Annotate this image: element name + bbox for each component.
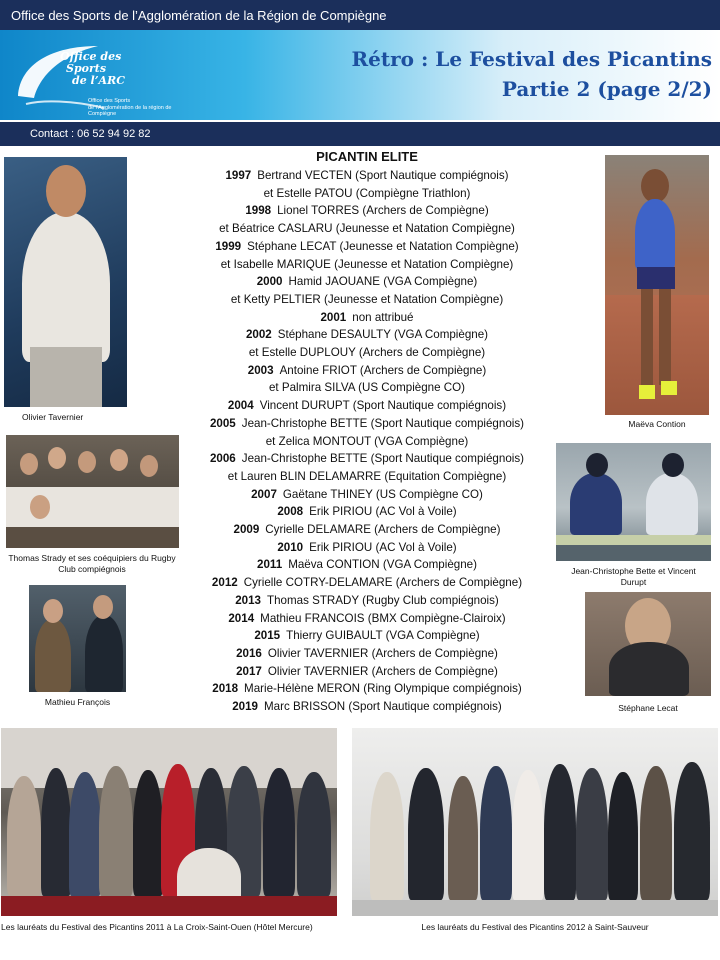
entry-year: 2000 bbox=[256, 275, 283, 289]
entry-text: Jean-Christophe BETTE (Sport Nautique compiégnois) bbox=[241, 416, 525, 430]
caption-laureats-2011: Les lauréats du Festival des Picantins 2011 à La Croix-Saint-Ouen (Hôtel Mercure) bbox=[1, 922, 313, 932]
logo-text: Office des Sports de l’ARC bbox=[60, 50, 125, 87]
entry-text: Cyrielle DELAMARE (Archers de Compiègne) bbox=[265, 523, 501, 537]
entry-text: Hamid JAOUANE (VGA Compiègne) bbox=[288, 275, 478, 289]
entry-text: Gaëtane THINEY (US Compiègne CO) bbox=[282, 487, 483, 501]
laureate-entry bbox=[182, 397, 552, 415]
laureate-entry bbox=[182, 698, 552, 716]
entry-year: 2004 bbox=[227, 399, 254, 413]
laureate-entry bbox=[182, 291, 552, 309]
logo bbox=[12, 38, 192, 116]
laureate-entry bbox=[182, 663, 552, 681]
laureate-entry bbox=[182, 503, 552, 521]
entry-text: et Béatrice CASLARU (Jeunesse et Natation Compiègne) bbox=[219, 222, 515, 236]
entry-year: 1999 bbox=[215, 239, 242, 253]
laureate-entry bbox=[182, 539, 552, 557]
laureate-entry bbox=[182, 362, 552, 380]
laureate-entry bbox=[182, 433, 552, 451]
org-name: Office des Sports de l’Agglomération de la Région de Compiègne bbox=[11, 8, 387, 23]
caption-francois: Mathieu François bbox=[44, 697, 111, 707]
entry-text: Olivier TAVERNIER (Archers de Compiègne) bbox=[267, 646, 498, 660]
laureate-entry bbox=[182, 521, 552, 539]
entry-text: Erik PIRIOU (AC Vol à Voile) bbox=[309, 505, 457, 519]
entry-text: et Estelle PATOU (Compiègne Triathlon) bbox=[263, 186, 471, 200]
entry-text: Lionel TORRES (Archers de Compiègne) bbox=[277, 204, 489, 218]
entry-year: 2008 bbox=[277, 505, 304, 519]
entry-text: Thomas STRADY (Rugby Club compiégnois) bbox=[267, 593, 499, 607]
laureate-entry bbox=[182, 486, 552, 504]
entry-text: et Lauren BLIN DELAMARRE (Equitation Compiègne) bbox=[227, 469, 507, 483]
photo-thomas-strady bbox=[6, 435, 179, 548]
entry-text: Jean-Christophe BETTE (Sport Nautique compiégnois) bbox=[241, 452, 525, 466]
entry-year: 2007 bbox=[251, 487, 277, 501]
entry-text: Stéphane DESAULTY (VGA Compiègne) bbox=[277, 328, 489, 342]
laureate-entry bbox=[182, 610, 552, 628]
entry-year: 1997 bbox=[225, 169, 252, 182]
entry-text: Olivier TAVERNIER (Archers de Compiègne) bbox=[267, 664, 498, 678]
laureate-entry bbox=[182, 326, 552, 344]
entry-text: Maëva CONTION (VGA Compiègne) bbox=[288, 558, 477, 572]
laureate-entry bbox=[182, 238, 552, 256]
photo-mathieu-francois bbox=[29, 585, 126, 692]
photo-stephane-lecat bbox=[585, 592, 711, 696]
entry-year: 2003 bbox=[247, 363, 274, 377]
caption-bette: Jean-Christophe Bette et Vincent Durupt bbox=[571, 566, 696, 587]
entry-text: Erik PIRIOU (AC Vol à Voile) bbox=[309, 540, 457, 554]
laureate-entry bbox=[182, 309, 552, 327]
caption-lecat: Stéphane Lecat bbox=[618, 703, 678, 713]
entry-year: 2002 bbox=[245, 328, 272, 342]
contact-bar bbox=[0, 122, 720, 146]
entry-year: 2005 bbox=[209, 416, 236, 430]
laureate-entry bbox=[182, 415, 552, 433]
caption-contion: Maëva Contion bbox=[628, 419, 686, 429]
laureate-entry bbox=[182, 468, 552, 486]
entry-year: 2014 bbox=[228, 611, 255, 625]
entry-year: 2010 bbox=[277, 540, 304, 554]
laureate-entry bbox=[182, 344, 552, 362]
laureate-entry bbox=[182, 592, 552, 610]
entry-text: Mathieu FRANCOIS (BMX Compiègne-Clairoix) bbox=[260, 611, 506, 625]
laureate-entry bbox=[182, 167, 552, 185]
laureate-entry bbox=[182, 220, 552, 238]
entry-year: 2006 bbox=[209, 452, 236, 466]
laureate-entry bbox=[182, 574, 552, 592]
entry-year: 1998 bbox=[245, 204, 272, 218]
photo-olivier-tavernier bbox=[4, 157, 127, 407]
entry-year: 2001 bbox=[320, 310, 347, 324]
entry-year: 2019 bbox=[232, 700, 259, 714]
laureate-entry bbox=[182, 273, 552, 291]
photo-laureats-2011 bbox=[1, 728, 337, 916]
entry-text: et Ketty PELTIER (Jeunesse et Natation Compiègne) bbox=[230, 292, 504, 306]
photo-bette-durupt bbox=[556, 443, 711, 561]
photo-laureats-2012 bbox=[352, 728, 718, 916]
laureate-entry bbox=[182, 556, 552, 574]
caption-tavernier: Olivier Tavernier bbox=[22, 412, 84, 422]
caption-strady: Thomas Strady et ses coéquipiers du Rugby Club compiégnois bbox=[8, 553, 176, 574]
entry-year: 2009 bbox=[233, 523, 260, 537]
laureate-entry bbox=[182, 256, 552, 274]
entry-text: non attribué bbox=[352, 310, 414, 324]
contact-phone: Contact : 06 52 94 92 82 bbox=[30, 128, 151, 140]
logo-subtitle: Office des Sports de l’Agglomération de la région de Compiègne bbox=[88, 98, 172, 117]
entry-year: 2018 bbox=[212, 682, 239, 696]
section-heading: PICANTIN ELITE bbox=[316, 149, 418, 164]
entry-text: et Estelle DUPLOUY (Archers de Compiègne) bbox=[248, 346, 486, 360]
entry-text: Marc BRISSON (Sport Nautique compiégnois) bbox=[264, 700, 502, 714]
entry-year: 2016 bbox=[236, 646, 262, 660]
entry-text: Thierry GUIBAULT (VGA Compiègne) bbox=[286, 629, 480, 643]
entry-text: et Zelica MONTOUT (VGA Compiègne) bbox=[265, 434, 469, 448]
laureates-list bbox=[182, 167, 552, 716]
entry-text: Vincent DURUPT (Sport Nautique compiégnois) bbox=[259, 399, 507, 413]
laureate-entry bbox=[182, 379, 552, 397]
entry-year: 2013 bbox=[235, 593, 262, 607]
header-banner bbox=[0, 30, 720, 120]
entry-year: 2015 bbox=[254, 629, 281, 643]
entry-text: Antoine FRIOT (Archers de Compiègne) bbox=[279, 363, 487, 377]
laureate-entry bbox=[182, 645, 552, 663]
entry-text: et Palmira SILVA (US Compiègne CO) bbox=[268, 381, 466, 395]
top-bar bbox=[0, 0, 720, 30]
caption-laureats-2012: Les lauréats du Festival des Picantins 2012 à Saint-Sauveur bbox=[421, 922, 649, 932]
page-title: Rétro : Le Festival des Picantins Partie 2 (page 2/2) bbox=[351, 47, 712, 101]
laureate-entry bbox=[182, 450, 552, 468]
entry-year: 2012 bbox=[211, 576, 238, 590]
laureate-entry bbox=[182, 627, 552, 645]
laureate-entry bbox=[182, 202, 552, 220]
laureate-entry bbox=[182, 185, 552, 203]
entry-text: Marie-Hélène MERON (Ring Olympique compiégnois) bbox=[244, 682, 522, 696]
entry-text: et Isabelle MARIQUE (Jeunesse et Natation Compiègne) bbox=[220, 257, 514, 271]
entry-text: Cyrielle COTRY-DELAMARE (Archers de Compiègne) bbox=[243, 576, 523, 590]
entry-text: Stéphane LECAT (Jeunesse et Natation Compiègne) bbox=[247, 239, 519, 253]
laureate-entry bbox=[182, 680, 552, 698]
entry-year: 2011 bbox=[257, 558, 283, 572]
picantin-elite-section bbox=[182, 149, 552, 716]
entry-text: Bertrand VECTEN (Sport Nautique compiégnois) bbox=[257, 169, 509, 182]
photo-maeva-contion bbox=[605, 155, 709, 415]
entry-year: 2017 bbox=[236, 664, 262, 678]
